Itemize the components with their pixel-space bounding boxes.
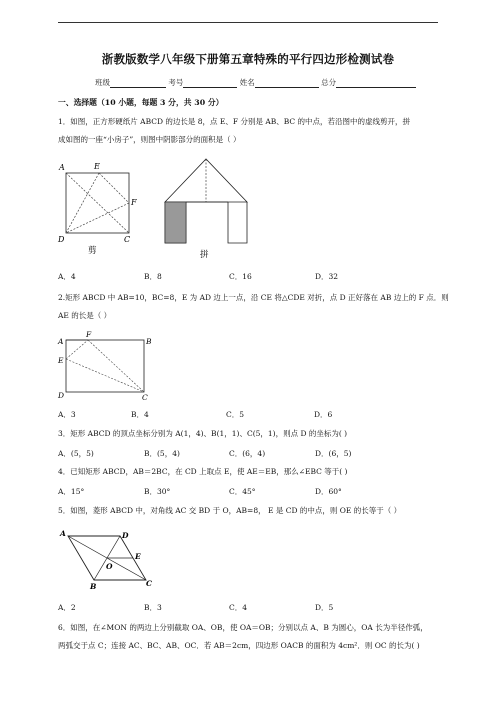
q1-label-E: E bbox=[94, 162, 100, 171]
q3-text: 3．矩形 ABCD 的顶点坐标分别为 A(1，4)、B(1，1)、C(5，1)，则点 D 的坐标为( ) bbox=[58, 429, 348, 438]
q2-option-c[interactable]: C．5 bbox=[226, 410, 245, 419]
q1-label-F: F bbox=[131, 198, 137, 207]
q5-label-O: O bbox=[106, 562, 113, 571]
exam-no-label: 考号 bbox=[168, 78, 184, 87]
q5-label-B: B bbox=[90, 582, 97, 591]
q5-option-b[interactable]: B．3 bbox=[144, 603, 162, 612]
q3-option-b[interactable]: B．(5，4) bbox=[144, 449, 180, 458]
q4-option-d[interactable]: D．60° bbox=[315, 487, 342, 496]
q2-label-D: D bbox=[58, 391, 65, 400]
q2-label-B: B bbox=[146, 337, 152, 346]
q2-label-A: A bbox=[58, 337, 64, 346]
q1-square-figure bbox=[58, 158, 138, 256]
q5-text: 5．如图，菱形 ABCD 中，对角线 AC 交 BD 于 O，AB=8， E 是 CD 的中点，则 OE 的长等于（ ） bbox=[58, 506, 402, 515]
score-label: 总分 bbox=[321, 78, 337, 87]
q2-option-d[interactable]: D．6 bbox=[314, 410, 333, 419]
q2-label-C: C bbox=[142, 393, 148, 402]
q4-option-a[interactable]: A．15° bbox=[58, 487, 85, 496]
header-rule bbox=[58, 22, 438, 23]
q2-text-line1: 2.矩形 ABCD 中 AB=10，BC=8，E 为 AD 边上一点，沿 CE 将△CDE 对折，点 D 正好落在 AB 边上的 F 点．则 bbox=[58, 293, 449, 302]
q5-option-c[interactable]: C．4 bbox=[229, 603, 248, 612]
q1-cut-label: 剪 bbox=[88, 246, 97, 256]
q5-label-A: A bbox=[60, 529, 66, 538]
q1-label-C: C bbox=[124, 235, 131, 244]
class-blank[interactable] bbox=[110, 79, 166, 88]
name-blank[interactable] bbox=[255, 79, 319, 88]
q3-option-a[interactable]: A．(5，5) bbox=[58, 449, 94, 458]
student-info-line bbox=[95, 77, 416, 88]
q1-option-c[interactable]: C．16 bbox=[229, 272, 252, 281]
q4-option-b[interactable]: B．30° bbox=[144, 487, 171, 496]
q1-house-figure bbox=[160, 155, 270, 265]
q4-text: 4．已知矩形 ABCD，AB＝2BC，在 CD 上取点 E，使 AE＝EB，那么∠EBC 等于( ) bbox=[58, 467, 348, 476]
q2-label-F: F bbox=[86, 330, 92, 339]
q1-join-label: 拼 bbox=[200, 250, 209, 260]
q5-option-d[interactable]: D．5 bbox=[315, 603, 334, 612]
q2-text-line2: AE 的长是（ ） bbox=[58, 311, 112, 320]
q6-text-line1: 6．如图，在∠MON 的两边上分别截取 OA、OB，使 OA＝OB；分别以点 A、B 为圆心，OA 长为半径作弧， bbox=[58, 623, 428, 632]
q1-text-line1: 1．如图，正方形硬纸片 ABCD 的边长是 8，点 E、F 分别是 AB、BC 的中点，若沿图中的虚线剪开，拼 bbox=[58, 117, 411, 126]
exam-no-blank[interactable] bbox=[183, 79, 237, 88]
score-blank[interactable] bbox=[336, 79, 416, 88]
q5-label-E: E bbox=[135, 552, 141, 561]
q1-option-a[interactable]: A．4 bbox=[58, 272, 76, 281]
q4-option-c[interactable]: C．45° bbox=[229, 487, 256, 496]
q1-label-A: A bbox=[59, 163, 65, 172]
q6-text-line2: 两弧交于点 C；连接 AC、BC、AB、OC．若 AB＝2cm，四边形 OACB 的面积为 4cm²．则 OC 的长为( ) bbox=[58, 641, 420, 650]
q1-label-D: D bbox=[58, 235, 65, 244]
q5-label-D: D bbox=[122, 531, 129, 540]
name-label: 姓名 bbox=[239, 78, 255, 87]
section-heading: 一、选择题（10 小题，每题 3 分，共 30 分） bbox=[58, 98, 224, 107]
q3-option-c[interactable]: C．(6，4) bbox=[229, 449, 266, 458]
q2-label-E: E bbox=[58, 356, 64, 365]
q5-option-a[interactable]: A．2 bbox=[58, 603, 76, 612]
q2-rectangle-figure bbox=[58, 330, 158, 402]
q1-text-line2: 成如图的一座“小房子”，则图中阴影部分的面积是（ ） bbox=[58, 135, 241, 144]
q5-rhombus-figure bbox=[60, 528, 160, 592]
q2-option-a[interactable]: A．3 bbox=[58, 410, 76, 419]
q1-option-d[interactable]: D．32 bbox=[315, 272, 339, 281]
q2-option-b[interactable]: B．4 bbox=[131, 410, 149, 419]
q1-option-b[interactable]: B．8 bbox=[144, 272, 162, 281]
q5-label-C: C bbox=[146, 579, 152, 588]
page-title: 浙教版数学八年级下册第五章特殊的平行四边形检测试卷 bbox=[101, 52, 395, 66]
q3-option-d[interactable]: D．(6，5) bbox=[315, 449, 352, 458]
class-label: 班级 bbox=[95, 78, 110, 87]
